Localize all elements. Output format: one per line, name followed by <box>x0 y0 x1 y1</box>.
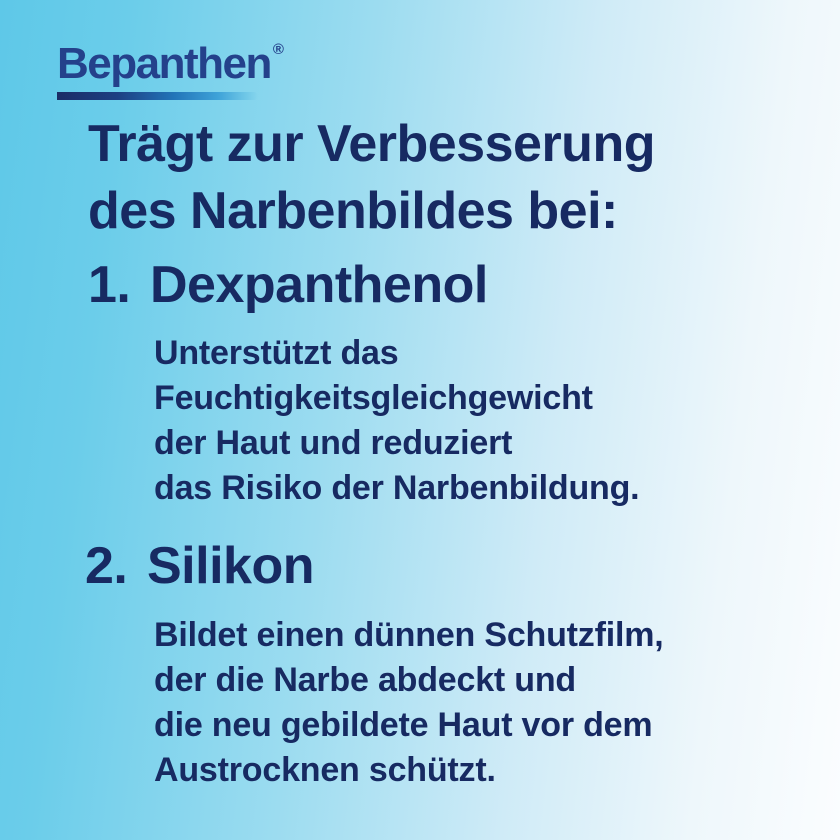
section-title-dexpanthenol <box>88 255 488 315</box>
page-title <box>88 111 655 245</box>
body-line: Austrocknen schützt. <box>154 751 496 789</box>
section-title-silikon <box>85 536 314 596</box>
brand-name <box>57 39 284 88</box>
page-title-line-1: Trägt zur Verbesserung <box>88 115 655 173</box>
page-title-line-2: des Narbenbildes bei: <box>88 182 618 240</box>
section-number-2: 2. <box>85 537 128 595</box>
body-line: die neu gebildete Haut vor dem <box>154 706 653 744</box>
brand-name-text: Bepanthen <box>57 39 271 88</box>
section-number-1: 1. <box>88 256 131 314</box>
body-line: der Haut und reduziert <box>154 424 513 462</box>
section-body-dexpanthenol <box>154 331 639 511</box>
section-body-silikon <box>154 613 663 793</box>
registered-trademark-symbol: ® <box>272 41 284 58</box>
logo-gradient-underline <box>57 92 258 100</box>
body-line: das Risiko der Narbenbildung. <box>154 469 640 507</box>
bepanthen-logo <box>57 39 284 100</box>
body-line: Unterstützt das <box>154 334 399 372</box>
section-name-dexpanthenol: Dexpanthenol <box>150 256 488 314</box>
section-name-silikon: Silikon <box>147 537 314 595</box>
body-line: Bildet einen dünnen Schutzfilm, <box>154 616 664 654</box>
body-line: der die Narbe abdeckt und <box>154 661 576 699</box>
body-line: Feuchtigkeitsgleichgewicht <box>154 379 593 417</box>
